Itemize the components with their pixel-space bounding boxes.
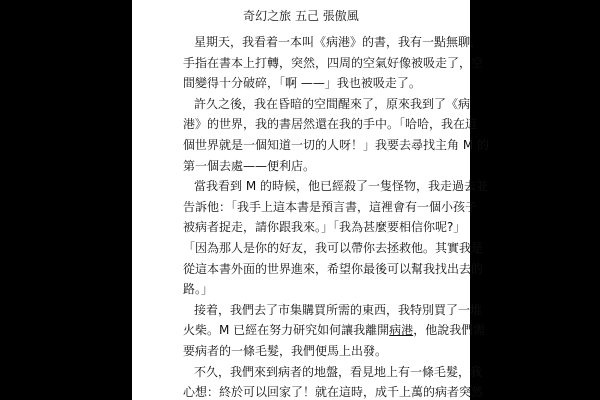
text-line: 手指在書本上打轉，突然，四周的空氣好像被吸走了，空 xyxy=(183,55,484,70)
text-line: 火柴。M 已經在努力研究如何讓我離開病港，他說我們需 xyxy=(183,323,486,338)
text-line: 間變得十分破碎，「啊 ——」我也被吸走了。 xyxy=(183,76,421,91)
text-line: 從這本書外面的世界進來，希望你最後可以幫我找出去的 xyxy=(183,261,484,276)
text-line: 告訴他：「我手上這本書是預言書，這裡會有一個小孩子 xyxy=(183,199,478,214)
text-line: 接着，我們去了市集購買所需的東西，我特別買了一堆 xyxy=(194,302,483,317)
text-line: 被病者捉走，請你跟我來。」「我為甚麼要相信你呢?」 xyxy=(183,220,466,235)
document-title: 奇幻之旅 五己 張傲風 xyxy=(243,9,359,23)
text-line: 不久，我們來到病者的地盤，看見地上有一條毛髮，我 xyxy=(194,364,483,379)
text-line: 心想：終於可以回家了！就在這時，成千上萬的病者突然 xyxy=(183,385,484,400)
text-line: 個世界就是一個知道一切的人呀！」我要去尋找主角 M 的 xyxy=(183,138,489,152)
underlined-text: 病港 xyxy=(389,323,414,338)
text-line: 港》的世界，我的書居然還在我的手中。「哈哈，我在這 xyxy=(183,117,478,132)
document-page xyxy=(132,0,489,400)
text-line: 當我看到 M 的時候，他已經殺了一隻怪物，我走過去並 xyxy=(194,179,488,194)
text-line: 「因為那人是你的好友，我可以帶你去拯救他。其實我是 xyxy=(183,241,484,255)
text-line: 星期天，我看着一本叫《病港》的書，我有一點無聊， xyxy=(194,35,483,49)
text-line: 路。」 xyxy=(183,282,214,297)
text-line: 許久之後，我在昏暗的空間醒來了，原來我到了《病 xyxy=(194,96,471,111)
text-line: 第一個去處——便利店。 xyxy=(183,158,316,173)
text-line: 要病者的一條毛髮，我們便馬上出發。 xyxy=(183,344,388,358)
